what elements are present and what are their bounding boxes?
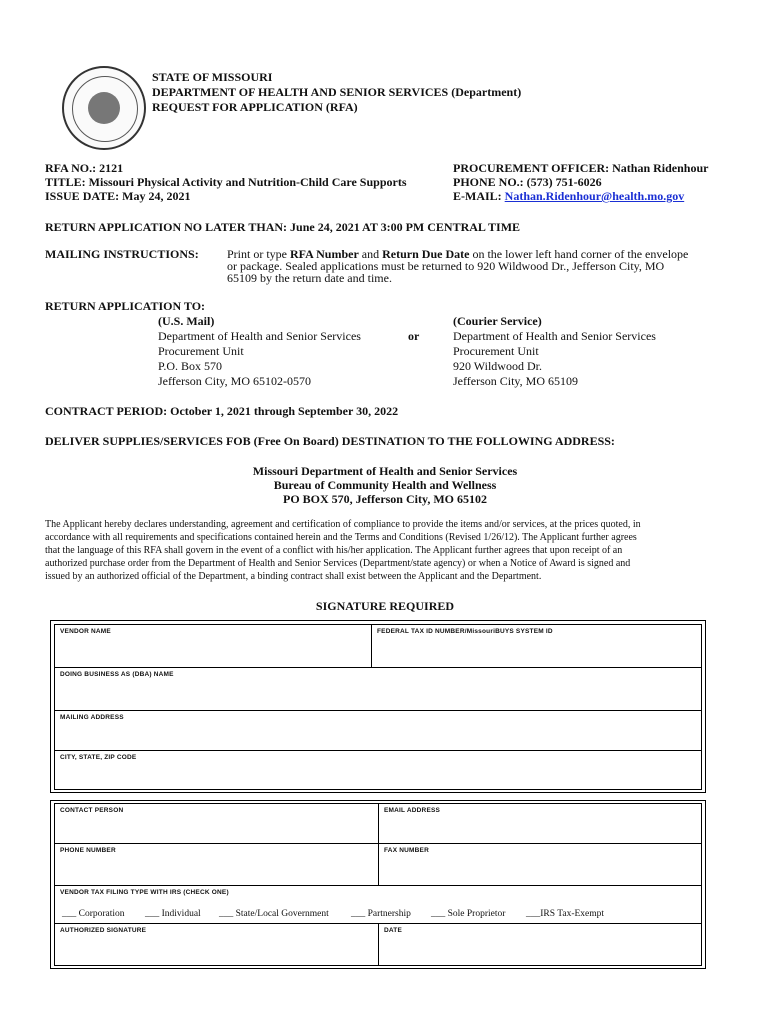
or-separator: or bbox=[408, 329, 420, 343]
us-mail-line: Department of Health and Senior Services bbox=[158, 329, 361, 343]
mailing-address-field[interactable] bbox=[54, 710, 702, 751]
procurement-officer: PROCUREMENT OFFICER: Nathan Ridenhour bbox=[453, 161, 709, 175]
date-field[interactable] bbox=[378, 923, 702, 966]
declaration-line: authorized purchase order from the Department of Health and Senior Services (Department/state agency) or when a Notice of Award is signed and bbox=[45, 558, 631, 569]
phone-number-field[interactable] bbox=[54, 843, 379, 886]
header-rfa-type: REQUEST FOR APPLICATION (RFA) bbox=[152, 100, 358, 114]
courier-line: Jefferson City, MO 65109 bbox=[453, 374, 578, 388]
destination-line3: PO BOX 570, Jefferson City, MO 65102 bbox=[283, 492, 487, 506]
declaration-line: accordance with all requirements and specifications contained herein and the Terms and Conditions (Revised 1/26/12). The Applicant further agrees bbox=[45, 532, 637, 543]
us-mail-heading: (U.S. Mail) bbox=[158, 314, 215, 328]
header-state: STATE OF MISSOURI bbox=[152, 70, 273, 84]
mailing-instructions-label: MAILING INSTRUCTIONS: bbox=[45, 247, 199, 261]
us-mail-line: P.O. Box 570 bbox=[158, 359, 223, 373]
email-address-field[interactable] bbox=[378, 803, 702, 844]
mailing-text-c: on the lower left hand corner of the envelope bbox=[469, 247, 689, 261]
fax-number-field[interactable] bbox=[378, 843, 702, 886]
header-department: DEPARTMENT OF HEALTH AND SENIOR SERVICES (Department) bbox=[152, 85, 522, 99]
mailing-instructions-line3: 65109 by the return date and time. bbox=[227, 271, 392, 285]
tax-option-individual[interactable]: ___ Individual bbox=[145, 909, 201, 919]
declaration-line: issued by an authorized official of the Department, a binding contract shall exist between the Applicant and the Department. bbox=[45, 571, 542, 582]
destination-line1: Missouri Department of Health and Senior Services bbox=[252, 464, 518, 478]
tax-option-sole-proprietor[interactable]: ___ Sole Proprietor bbox=[431, 909, 506, 919]
state-seal bbox=[62, 66, 146, 150]
courier-heading: (Courier Service) bbox=[453, 314, 542, 328]
courier-line: Procurement Unit bbox=[453, 344, 539, 358]
rfa-title: TITLE: Missouri Physical Activity and Nutrition-Child Care Supports bbox=[45, 175, 407, 189]
date-label: DATE bbox=[384, 927, 403, 934]
mailing-text-a: Print or type bbox=[227, 247, 290, 261]
destination-line2: Bureau of Community Health and Wellness bbox=[273, 478, 497, 492]
authorized-signature-label: AUTHORIZED SIGNATURE bbox=[60, 927, 147, 934]
tax-option-irs-exempt[interactable]: ___IRS Tax-Exempt bbox=[526, 909, 605, 919]
courier-line: Department of Health and Senior Services bbox=[453, 329, 656, 343]
us-mail-line: Jefferson City, MO 65102-0570 bbox=[158, 374, 311, 388]
signature-required-heading: SIGNATURE REQUIRED bbox=[315, 599, 455, 613]
mailing-instructions-line2: or package. Sealed applications must be returned to 920 Wildwood Dr., Jefferson City, MO bbox=[227, 259, 665, 273]
email-label: E-MAIL: bbox=[453, 189, 502, 203]
dba-name-field[interactable] bbox=[54, 667, 702, 711]
city-state-zip-field[interactable] bbox=[54, 750, 702, 790]
dba-name-label: DOING BUSINESS AS (DBA) NAME bbox=[60, 671, 174, 678]
federal-tax-id-field[interactable] bbox=[371, 624, 702, 668]
return-deadline: RETURN APPLICATION NO LATER THAN: June 24, 2021 AT 3:00 PM CENTRAL TIME bbox=[45, 220, 521, 234]
fax-number-label: FAX NUMBER bbox=[384, 847, 429, 854]
authorized-signature-field[interactable] bbox=[54, 923, 379, 966]
rfa-issue-date: ISSUE DATE: May 24, 2021 bbox=[45, 189, 191, 203]
procurement-email-row bbox=[453, 189, 684, 204]
vendor-name-label: VENDOR NAME bbox=[60, 628, 111, 635]
tax-option-corporation[interactable]: ___ Corporation bbox=[62, 909, 125, 919]
mailing-rfa-number: RFA Number bbox=[290, 247, 359, 261]
deliver-instructions: DELIVER SUPPLIES/SERVICES FOB (Free On Board) DESTINATION TO THE FOLLOWING ADDRESS: bbox=[45, 434, 615, 448]
email-link[interactable]: Nathan.Ridenhour@health.mo.gov bbox=[504, 189, 685, 203]
return-to-label: RETURN APPLICATION TO: bbox=[45, 299, 206, 313]
contact-person-label: CONTACT PERSON bbox=[60, 807, 124, 814]
us-mail-line: Procurement Unit bbox=[158, 344, 244, 358]
tax-option-partnership[interactable]: ___ Partnership bbox=[351, 909, 411, 919]
phone-number-label: PHONE NUMBER bbox=[60, 847, 116, 854]
courier-line: 920 Wildwood Dr. bbox=[453, 359, 542, 373]
vendor-name-field[interactable] bbox=[54, 624, 372, 668]
rfa-number: RFA NO.: 2121 bbox=[45, 161, 124, 175]
declaration-line: The Applicant hereby declares understanding, agreement and certification of compliance to provide the items and/or services, at the prices quoted, in bbox=[45, 519, 641, 530]
procurement-phone: PHONE NO.: (573) 751-6026 bbox=[453, 175, 602, 189]
mailing-text-b: and bbox=[358, 247, 383, 261]
tax-filing-type-label: VENDOR TAX FILING TYPE WITH IRS (CHECK ONE) bbox=[60, 889, 229, 896]
contact-person-field[interactable] bbox=[54, 803, 379, 844]
email-address-label: EMAIL ADDRESS bbox=[384, 807, 441, 814]
mailing-return-due: Return Due Date bbox=[382, 247, 470, 261]
declaration-line: that the language of this RFA shall govern in the event of a conflict with his/her application. The Applicant further agrees that upon receipt of an bbox=[45, 545, 623, 556]
tax-option-government[interactable]: ___ State/Local Government bbox=[219, 909, 329, 919]
contract-period: CONTRACT PERIOD: October 1, 2021 through September 30, 2022 bbox=[45, 404, 399, 418]
city-state-zip-label: CITY, STATE, ZIP CODE bbox=[60, 754, 137, 761]
federal-tax-id-label: FEDERAL TAX ID NUMBER/MissouriBUYS SYSTEM ID bbox=[377, 628, 553, 635]
mailing-address-label: MAILING ADDRESS bbox=[60, 714, 124, 721]
